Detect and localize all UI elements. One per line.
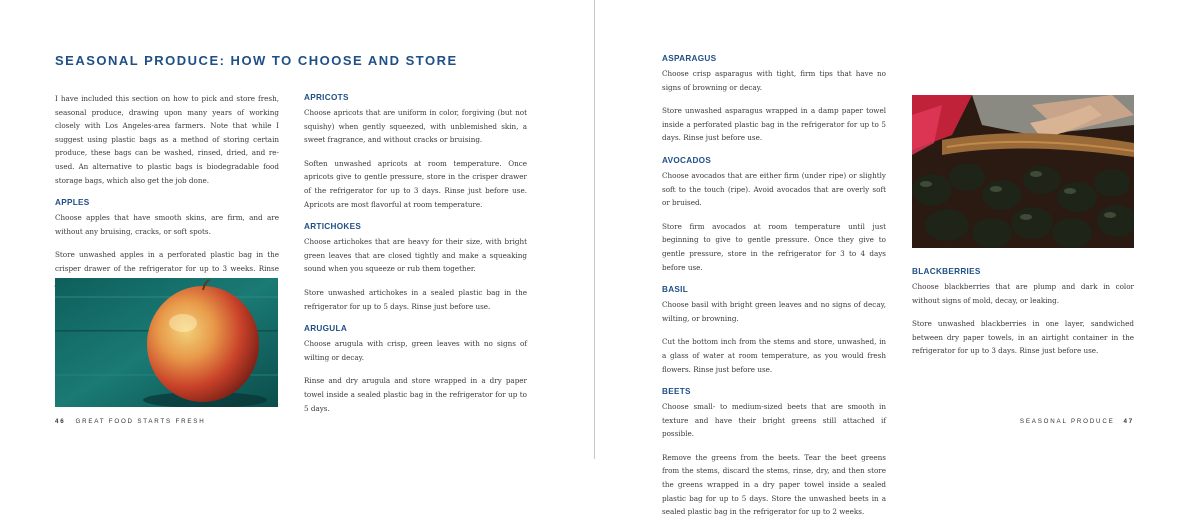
section-heading: BASIL <box>662 285 689 295</box>
section-paragraph: Choose apricots that are uniform in color, forgiving (but not squishy) when gently squeezed, with unblemished skin, a sweet fragrance, and without cracks or bruising. <box>304 108 527 145</box>
running-title: GREAT FOOD STARTS FRESH <box>75 418 206 425</box>
section-apricots <box>304 92 527 211</box>
section-paragraph: Choose blackberries that are plump and dark in color without signs of mold, decay, or leaking. <box>912 282 1134 305</box>
section-artichokes <box>304 221 527 313</box>
section-beets <box>662 386 886 519</box>
section-blackberries <box>912 266 1134 358</box>
section-heading: ARTICHOKES <box>304 222 362 232</box>
section-heading: BEETS <box>662 387 691 397</box>
section-heading: AVOCADOS <box>662 155 712 165</box>
section-heading: ARUGULA <box>304 324 348 334</box>
section-basil <box>662 284 886 376</box>
section-paragraph: Choose avocados that are either firm (under ripe) or slightly soft to the touch (ripe). Avoid avocados that are overly soft or bruised. <box>662 170 886 208</box>
avocado-photo <box>912 95 1134 248</box>
section-paragraph: Choose artichokes that are heavy for their size, with bright green leaves that are closed tightly and make a squeaking sound when you squeeze or rub them together. <box>304 237 527 274</box>
section-paragraph: Soften unwashed apricots at room temperature. Once apricots give to gentle pressure, store in the crisper drawer of the refrigerator for up to 3 days. Rinse just before use. Apricots are most flavorful at room temperature. <box>304 158 527 209</box>
section-asparagus <box>662 53 886 145</box>
section-apples <box>55 197 279 289</box>
left-page <box>0 0 594 459</box>
section-paragraph: Choose crisp asparagus with tight, firm tips that have no signs of browning or decay. <box>662 69 886 92</box>
section-heading: ASPARAGUS <box>662 54 717 63</box>
section-paragraph: Choose apples that have smooth skins, are firm, and are without any bruising, cracks, or soft spots. <box>55 213 279 236</box>
section-paragraph: Choose basil with bright green leaves and no signs of decay, wilting, or browning. <box>662 300 886 323</box>
section-arugula <box>304 323 527 415</box>
apple-illustration <box>55 278 278 407</box>
page-title: SEASONAL PRODUCE: HOW TO CHOOSE AND STORE <box>55 53 458 68</box>
section-heading: APRICOTS <box>304 93 349 102</box>
right-footer <box>1020 418 1134 425</box>
running-title: SEASONAL PRODUCE <box>1019 418 1115 425</box>
right-column-bottom <box>912 266 1134 368</box>
section-avocados <box>662 155 886 274</box>
section-paragraph: Store unwashed apples in a perforated plastic bag in the crisper drawer of the refrigerator for up to 3 weeks. Rinse <box>55 250 279 273</box>
section-paragraph: Rinse and dry arugula and store wrapped in a dry paper towel inside a sealed plastic bag in the refrigerator for up to 5 days. <box>304 376 527 413</box>
right-page <box>595 0 1189 517</box>
section-paragraph: Choose arugula with crisp, green leaves with no signs of wilting or decay. <box>304 339 527 362</box>
section-paragraph: Store unwashed blackberries in one layer, sandwiched between dry paper towels, in an airtight container in the refrigerator for up to 3 days. Rinse just before use. <box>912 319 1134 356</box>
left-footer <box>55 418 205 425</box>
section-paragraph: Store firm avocados at room temperature until just beginning to give to gentle pressure. Once they give to gentle pressure, store in the refrigerator for 3 to 4 days before use. <box>662 221 886 272</box>
left-column <box>55 92 279 299</box>
left-column <box>662 53 886 529</box>
section-paragraph: Cut the bottom inch from the stems and store, unwashed, in a glass of water at room temperature, as you would fresh flowers. Rinse just before use. <box>662 337 886 374</box>
section-paragraph: Store unwashed artichokes in a sealed plastic bag in the refrigerator for up to 5 days. Rinse just before use. <box>304 287 527 311</box>
section-paragraph: Choose small- to medium-sized beets that are smooth in texture and have their bright greens still attached if possible. <box>662 402 886 439</box>
section-heading: APPLES <box>55 198 90 208</box>
section-paragraph: Remove the greens from the beets. Tear the beet greens from the stems, discard the stems, rinse, dry, and then store the greens wrapped in a dry paper towel inside a sealed plastic bag for up to 5 days. Store the unwashed beets in a sealed plastic bag in the refrigerator for up to 2 weeks. <box>662 452 886 517</box>
page-number: 46 <box>55 418 66 425</box>
avocado-illustration <box>912 95 1134 248</box>
section-heading: BLACKBERRIES <box>912 267 981 276</box>
intro-paragraph: I have included this section on how to pick and store fresh, seasonal produce, drawing upon many years of working closely with Los Angeles-area farmers. Note that while I suggest using plastic bags as a method of storing certain produce, these bags can be washed, rinsed, dried, and re-used. An alternative to plastic bags is biodegradable food storage bags, which also get the job done. <box>55 94 279 185</box>
right-column <box>304 92 527 425</box>
page-number: 47 <box>1123 418 1134 425</box>
apple-photo <box>55 278 278 407</box>
section-paragraph: Store unwashed asparagus wrapped in a damp paper towel inside a perforated plastic bag in the refrigerator for up to 5 days. Rinse just before use. <box>662 106 886 143</box>
